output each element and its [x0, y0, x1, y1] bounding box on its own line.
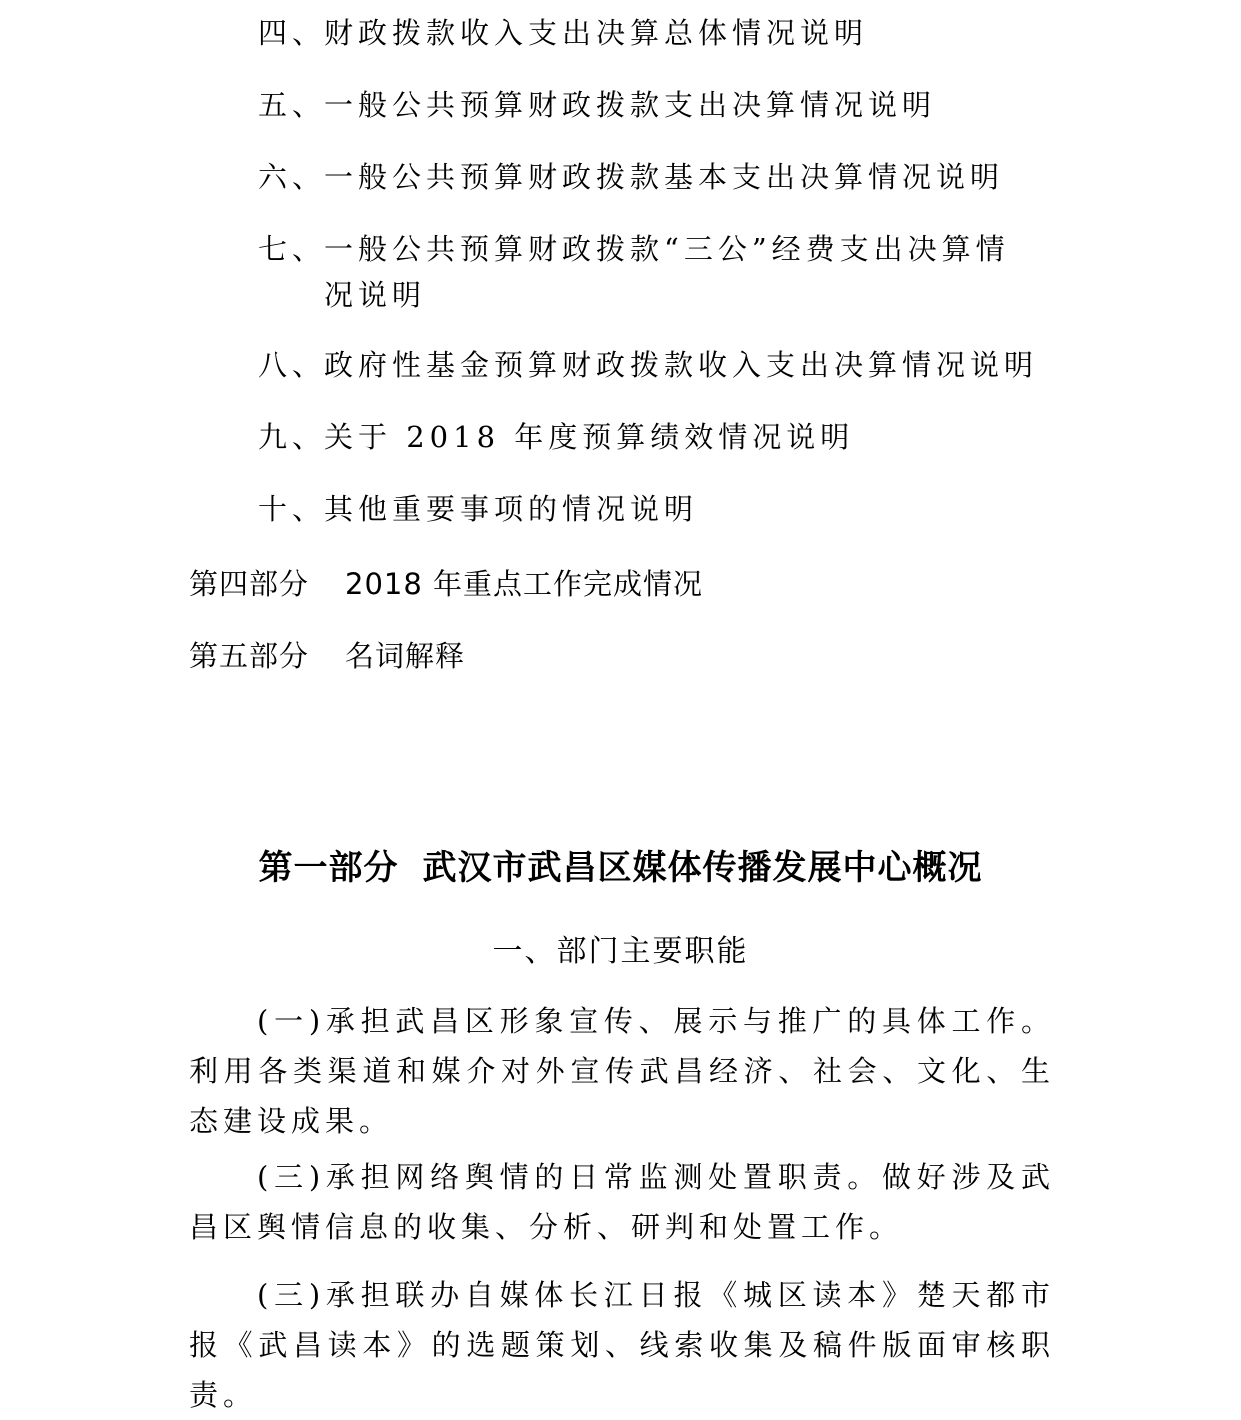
part-title: [0, 840, 1241, 889]
toc-item-text: 政府性基金预算财政拨款收入支出决算情况说明: [324, 348, 1039, 382]
toc-item-text-continued: 况说明: [324, 278, 427, 312]
toc-item-number: 六、: [258, 160, 327, 194]
toc-part-4: [189, 562, 703, 603]
toc-item-text: 一般公共预算财政拨款支出决算情况说明: [324, 88, 937, 122]
paragraph-duty-3: (三)承担联办自媒体长江日报《城区读本》楚天都市报《武昌读本》的选题策划、线索收集及稿件版面审核职责。: [189, 1278, 1055, 1412]
toc-part-text: 2018 年重点工作完成情况: [345, 567, 704, 601]
toc-item-6: [258, 150, 1058, 204]
toc-item-text: 一般公共预算财政拨款“三公”经费支出决算情: [324, 232, 1010, 266]
toc-part-label: 第四部分: [189, 567, 310, 601]
toc-item-5: [258, 78, 1058, 132]
toc-item-9: [258, 410, 1058, 464]
toc-item-8: [258, 338, 1058, 392]
toc-item-number: 七、: [258, 232, 327, 266]
paragraph-duty-2: (三)承担网络舆情的日常监测处置职责。做好涉及武昌区舆情信息的收集、分析、研判和处置工作。: [189, 1160, 1055, 1244]
toc-item-7: [258, 222, 1058, 312]
toc-item-text: 关于 2018 年度预算绩效情况说明: [324, 420, 855, 454]
toc-item-number: 十、: [258, 492, 327, 526]
toc-item-number: 九、: [258, 420, 327, 454]
toc-part-text: 名词解释: [345, 639, 466, 673]
section-heading: 一、部门主要职能: [492, 934, 749, 969]
toc-part-5: [189, 634, 465, 675]
toc-part-label: 第五部分: [189, 639, 310, 673]
toc-item-number: 五、: [258, 88, 327, 122]
toc-item-number: 八、: [258, 348, 327, 382]
part-title-number: 第一部分: [258, 848, 399, 888]
toc-item-number: 四、: [258, 16, 327, 50]
part-title-name: 武汉市武昌区媒体传播发展中心概况: [422, 848, 983, 888]
toc-item-10: [258, 482, 1058, 536]
toc-item-4: [258, 6, 1058, 60]
toc-item-text: 财政拨款收入支出决算总体情况说明: [324, 16, 869, 50]
toc-item-text: 一般公共预算财政拨款基本支出决算情况说明: [324, 160, 1005, 194]
toc-item-text: 其他重要事项的情况说明: [324, 492, 699, 526]
paragraph-duty-1: (一)承担武昌区形象宣传、展示与推广的具体工作。利用各类渠道和媒介对外宣传武昌经济、社会、文化、生态建设成果。: [189, 1004, 1055, 1138]
